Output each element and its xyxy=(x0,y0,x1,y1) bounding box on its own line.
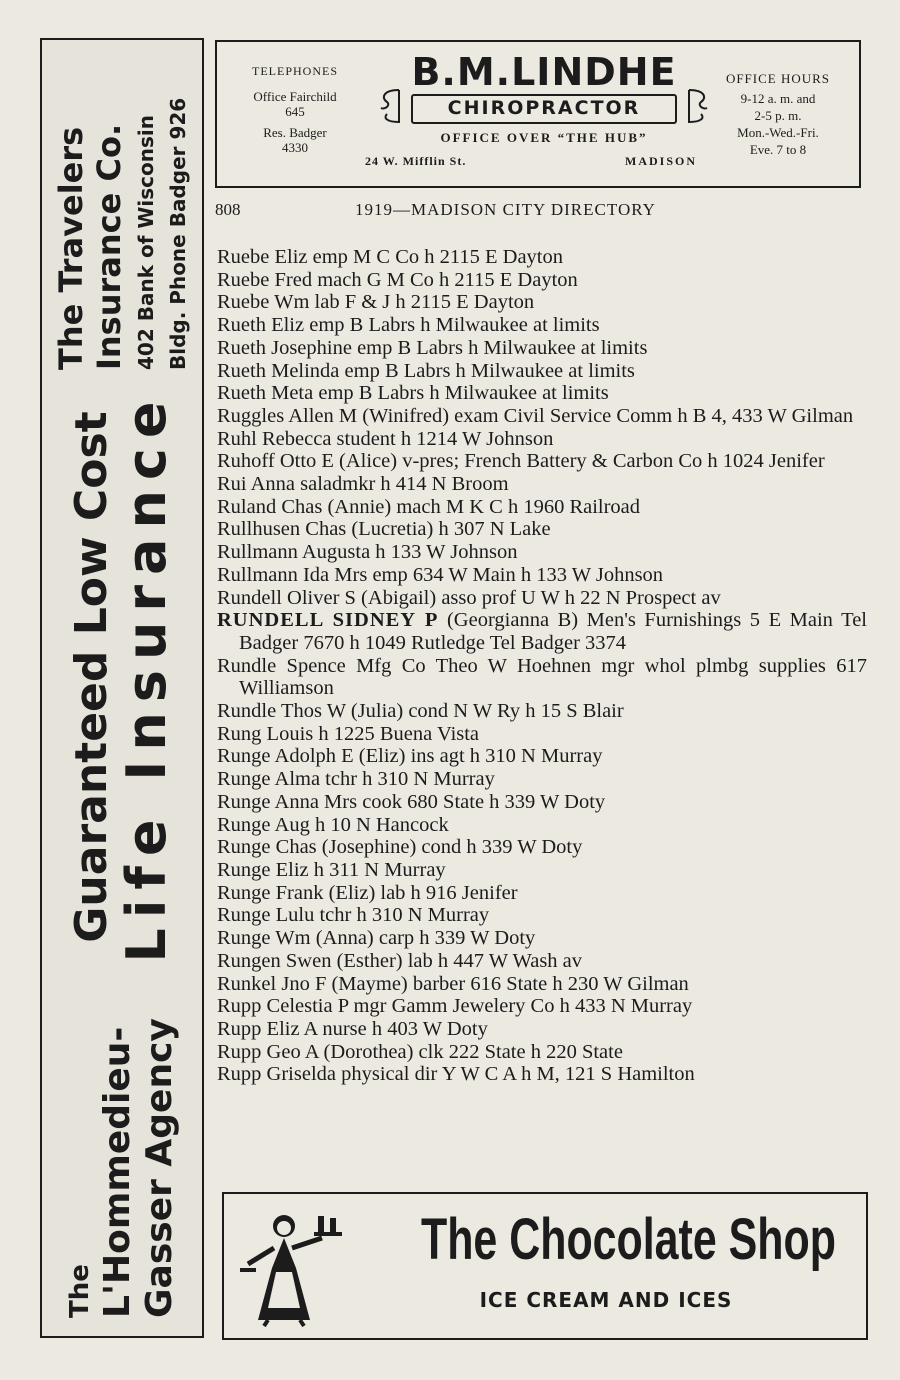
directory-entry xyxy=(217,950,867,973)
directory-entry xyxy=(217,700,867,723)
office-phone-number: 645 xyxy=(285,104,305,119)
scroll-ornament-icon xyxy=(377,84,401,128)
telephones-block xyxy=(235,64,355,161)
brand-name: B.M.LINDHE xyxy=(411,50,677,94)
directory-entry xyxy=(217,541,867,564)
entry-name-bold: RUNDELL SIDNEY P xyxy=(217,609,439,632)
directory-entry xyxy=(217,314,867,337)
res-phone xyxy=(235,125,355,155)
directory-entry xyxy=(217,518,867,541)
directory-entry xyxy=(217,814,867,837)
entry-text: Rueth Eliz emp B Labrs h Milwaukee at limits xyxy=(217,314,600,337)
entry-text: Rullmann Ida Mrs emp 634 W Main h 133 W Johnson xyxy=(217,563,664,586)
res-phone-label: Res. Badger xyxy=(263,125,327,140)
directory-entry xyxy=(217,337,867,360)
entry-text: Runge Chas (Josephine) cond h 339 W Doty xyxy=(217,836,583,859)
hours-line-2: 2-5 p. m. xyxy=(754,108,802,123)
office-location: OFFICE OVER “THE HUB” xyxy=(440,130,648,145)
entry-text: Ruggles Allen M (Winifred) exam Civil Service Comm h B 4, 433 W Gilman xyxy=(217,404,854,427)
entry-text: Ruland Chas (Annie) mach M K C h 1960 Railroad xyxy=(217,495,641,518)
slogan-line-2: Life Insurance xyxy=(115,391,178,963)
directory-entry xyxy=(217,927,867,950)
directory-entry xyxy=(217,1063,867,1086)
entry-text: Ruhoff Otto E (Alice) v-pres; French Battery & Carbon Co h 1024 Jenifer xyxy=(217,450,825,473)
side-advertisement xyxy=(40,38,204,1338)
directory-entry xyxy=(217,450,867,473)
directory-entry xyxy=(217,904,867,927)
waitress-illustration-icon xyxy=(238,1208,348,1328)
city: MADISON xyxy=(625,154,698,168)
company-block xyxy=(42,40,202,376)
directory-entry xyxy=(217,882,867,905)
directory-entry xyxy=(217,995,867,1018)
agency-line-1: The xyxy=(65,1264,95,1318)
entry-text: Ruhl Rebecca student h 1214 W Johnson xyxy=(217,427,554,450)
directory-entry xyxy=(217,587,867,610)
entry-text: Runge Aug h 10 N Hancock xyxy=(217,813,449,836)
page-number: 808 xyxy=(215,200,241,219)
agency-line-2: L'Hommedieu- xyxy=(97,1026,138,1318)
directory-entry xyxy=(217,291,867,314)
directory-entry xyxy=(217,1018,867,1041)
entry-text: Rui Anna saladmkr h 414 N Broom xyxy=(217,473,509,496)
slogan-block xyxy=(42,376,202,978)
running-title: 1919—MADISON CITY DIRECTORY xyxy=(355,200,656,219)
agency-line-3: Gasser Agency xyxy=(139,1018,180,1318)
hours-line-1: 9-12 a. m. and xyxy=(740,91,816,106)
directory-entry xyxy=(217,791,867,814)
directory-entry xyxy=(217,360,867,383)
entry-text: Ruebe Fred mach G M Co h 2115 E Dayton xyxy=(217,268,578,291)
entry-text: Runkel Jno F (Mayme) barber 616 State h 230 W Gilman xyxy=(217,972,689,995)
brand-title: CHIROPRACTOR xyxy=(447,97,641,119)
hours-line-4: Eve. 7 to 8 xyxy=(749,142,807,157)
directory-entry xyxy=(217,768,867,791)
directory-entry xyxy=(217,609,867,654)
shop-name: The Chocolate Shop xyxy=(421,1207,836,1272)
entry-text: Rueth Josephine emp B Labrs h Milwaukee at limits xyxy=(217,336,648,359)
directory-listing xyxy=(217,246,867,1086)
street-address: 24 W. Mifflin St. xyxy=(365,154,467,168)
res-phone-number: 4330 xyxy=(282,140,308,155)
entry-text: Runge Frank (Eliz) lab h 916 Jenifer xyxy=(217,881,518,904)
brand-banner xyxy=(411,94,677,124)
directory-entry xyxy=(217,655,867,700)
directory-entry xyxy=(217,859,867,882)
entry-text: (Georgianna B) Men's Furnishings 5 E Main Tel Badger 7670 h 1049 Rutledge Tel Badger 3374 xyxy=(239,609,867,654)
entry-text: Rundle Spence Mfg Co Theo W Hoehnen mgr whol plmbg supplies 617 Williamson xyxy=(217,654,867,700)
running-head xyxy=(215,200,865,224)
entry-text: Rundell Oliver S (Abigail) asso prof U W h 22 N Prospect av xyxy=(217,586,721,609)
entry-text: Ruebe Wm lab F & J h 2115 E Dayton xyxy=(217,291,535,314)
entry-text: Rung Louis h 1225 Buena Vista xyxy=(217,722,480,745)
entry-text: Runge Lulu tchr h 310 N Murray xyxy=(217,904,490,927)
entry-text: Ruebe Eliz emp M C Co h 2115 E Dayton xyxy=(217,246,563,268)
directory-entry xyxy=(217,382,867,405)
directory-entry xyxy=(217,564,867,587)
address-line-2: Bldg. Phone Badger 926 xyxy=(166,97,190,370)
agency-block xyxy=(42,978,202,1336)
office-hours-block xyxy=(713,70,843,158)
directory-entry xyxy=(217,405,867,428)
entry-text: Runge Eliz h 311 N Murray xyxy=(217,858,446,881)
directory-entry xyxy=(217,496,867,519)
directory-entry xyxy=(217,246,867,269)
side-ad-rotated-content xyxy=(42,40,202,1336)
address-line-1: 402 Bank of Wisconsin xyxy=(134,114,158,370)
entry-text: Runge Alma tchr h 310 N Murray xyxy=(217,768,495,791)
directory-entry xyxy=(217,745,867,768)
office-hours-label: OFFICE HOURS xyxy=(725,71,831,86)
entry-text: Rullhusen Chas (Lucretia) h 307 N Lake xyxy=(217,518,551,541)
hours-line-3: Mon.-Wed.-Fri. xyxy=(737,125,819,140)
entry-text: Rupp Geo A (Dorothea) clk 222 State h 220 State xyxy=(217,1040,623,1063)
directory-entry xyxy=(217,269,867,292)
entry-text: Rueth Meta emp B Labrs h Milwaukee at limits xyxy=(217,382,609,405)
chiropractor-advertisement xyxy=(215,40,861,188)
entry-text: Rueth Melinda emp B Labrs h Milwaukee at limits xyxy=(217,359,635,382)
entry-text: Rupp Griselda physical dir Y W C A h M, 121 S Hamilton xyxy=(217,1063,695,1086)
entry-text: Runge Anna Mrs cook 680 State h 339 W Doty xyxy=(217,790,606,813)
directory-entry xyxy=(217,836,867,859)
directory-entry xyxy=(217,473,867,496)
office-phone xyxy=(235,89,355,119)
entry-text: Rundle Thos W (Julia) cond N W Ry h 15 S Blair xyxy=(217,700,624,723)
shop-tagline: ICE CREAM AND ICES xyxy=(479,1288,733,1312)
scroll-ornament-icon xyxy=(687,84,711,128)
company-line-1: The Travelers xyxy=(52,126,90,370)
directory-entry xyxy=(217,973,867,996)
entry-text: Rupp Eliz A nurse h 403 W Doty xyxy=(217,1017,488,1040)
directory-entry xyxy=(217,723,867,746)
entry-text: Rupp Celestia P mgr Gamm Jewelery Co h 433 N Murray xyxy=(217,995,693,1018)
entry-text: Runge Adolph E (Eliz) ins agt h 310 N Murray xyxy=(217,745,603,768)
entry-text: Rungen Swen (Esther) lab h 447 W Wash av xyxy=(217,949,583,972)
chocolate-shop-advertisement xyxy=(222,1192,868,1340)
slogan-line-1: Guaranteed Low Cost xyxy=(66,411,117,943)
directory-entry xyxy=(217,1041,867,1064)
company-line-2: Insurance Co. xyxy=(90,123,128,370)
office-phone-label: Office Fairchild xyxy=(253,89,337,104)
entry-text: Runge Wm (Anna) carp h 339 W Doty xyxy=(217,927,536,950)
telephones-label: TELEPHONES xyxy=(252,64,338,78)
brand-block xyxy=(379,50,709,146)
entry-text: Rullmann Augusta h 133 W Johnson xyxy=(217,541,518,564)
directory-entry xyxy=(217,428,867,451)
